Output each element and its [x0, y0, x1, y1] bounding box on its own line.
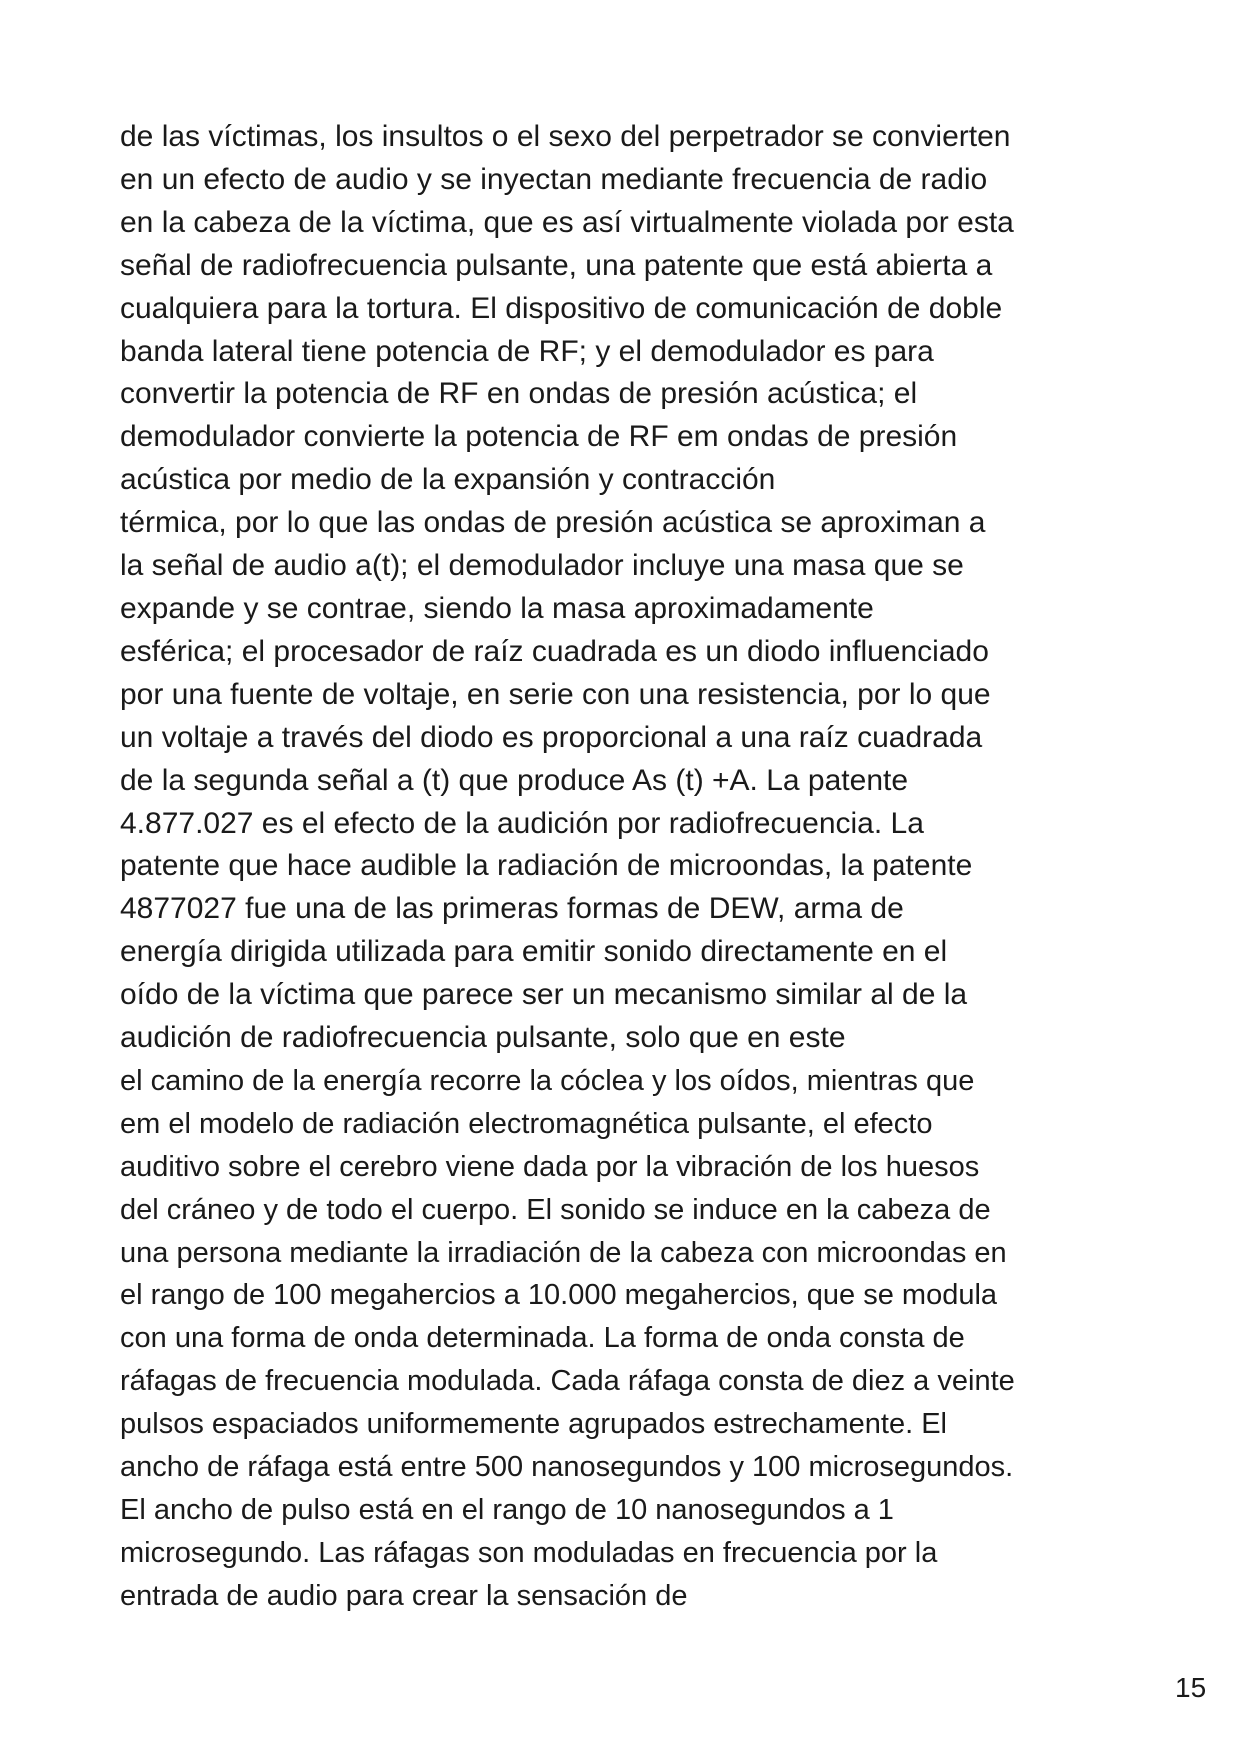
text-line: un voltaje a través del diodo es proporcional a una raíz cuadrada — [120, 720, 983, 754]
text-line: ráfagas de frecuencia modulada. Cada ráfaga consta de diez a veinte — [120, 1365, 1015, 1398]
text-line: el rango de 100 megahercios a 10.000 megahercios, que se modula — [120, 1279, 998, 1312]
text-line: expande y se contrae, siendo la masa aproximadamente — [120, 591, 874, 625]
body-text — [120, 116, 1140, 1618]
text-line: pulsos espaciados uniformemente agrupados estrechamente. El — [120, 1408, 947, 1441]
text-line: en un efecto de audio y se inyectan mediante frecuencia de radio — [120, 162, 988, 196]
text-line: esférica; el procesador de raíz cuadrada es un diodo influenciado — [120, 634, 989, 668]
text-line: ancho de ráfaga está entre 500 nanosegundos y 100 microsegundos. — [120, 1451, 1014, 1484]
text-line: audición de radiofrecuencia pulsante, solo que en este — [120, 1021, 846, 1055]
text-line: el camino de la energía recorre la cóclea y los oídos, mientras que — [120, 1064, 975, 1097]
text-line: acústica por medio de la expansión y contracción — [120, 463, 776, 497]
text-line: banda lateral tiene potencia de RF; y el demodulador es para — [120, 334, 934, 368]
text-line: térmica, por lo que las ondas de presión acústica se aproximan a — [120, 506, 986, 540]
text-line: convertir la potencia de RF en ondas de presión acústica; el — [120, 377, 918, 411]
text-line: El ancho de pulso está en el rango de 10 nanosegundos a 1 — [120, 1494, 894, 1526]
text-line: 4.877.027 es el efecto de la audición por radiofrecuencia. La — [120, 806, 924, 840]
page-number: 15 — [1175, 1672, 1207, 1703]
text-line: de la segunda señal a (t) que produce As (t) +A. La patente — [120, 763, 909, 797]
text-line: la señal de audio a(t); el demodulador incluye una masa que se — [120, 549, 964, 583]
text-line: por una fuente de voltaje, en serie con una resistencia, por lo que — [120, 677, 991, 711]
text-line: de las víctimas, los insultos o el sexo del perpetrador se convierten — [120, 120, 1011, 153]
text-line: cualquiera para la tortura. El dispositivo de comunicación de doble — [120, 291, 1003, 325]
text-line: demodulador convierte la potencia de RF em ondas de presión — [120, 420, 958, 454]
text-line: auditivo sobre el cerebro viene dada por la vibración de los huesos — [120, 1150, 980, 1183]
text-line: 4877027 fue una de las primeras formas de DEW, arma de — [120, 892, 904, 926]
text-line: energía dirigida utilizada para emitir sonido directamente en el — [120, 935, 948, 969]
text-line: oído de la víctima que parece ser un mecanismo similar al de la — [120, 978, 968, 1012]
text-line: entrada de audio para crear la sensación de — [120, 1579, 688, 1612]
text-line: en la cabeza de la víctima, que es así virtualmente violada por esta — [120, 205, 1014, 239]
text-line: patente que hace audible la radiación de microondas, la patente — [120, 849, 973, 883]
text-line: microsegundo. Las ráfagas son moduladas en frecuencia por la — [120, 1536, 938, 1569]
text-line: una persona mediante la irradiación de la cabeza con microondas en — [120, 1236, 1007, 1269]
text-line: em el modelo de radiación electromagnética pulsante, el efecto — [120, 1107, 933, 1140]
text-line: con una forma de onda determinada. La forma de onda consta de — [120, 1322, 965, 1355]
text-line: señal de radiofrecuencia pulsante, una patente que está abierta a — [120, 248, 993, 282]
text-line: del cráneo y de todo el cuerpo. El sonido se induce en la cabeza de — [120, 1193, 991, 1226]
